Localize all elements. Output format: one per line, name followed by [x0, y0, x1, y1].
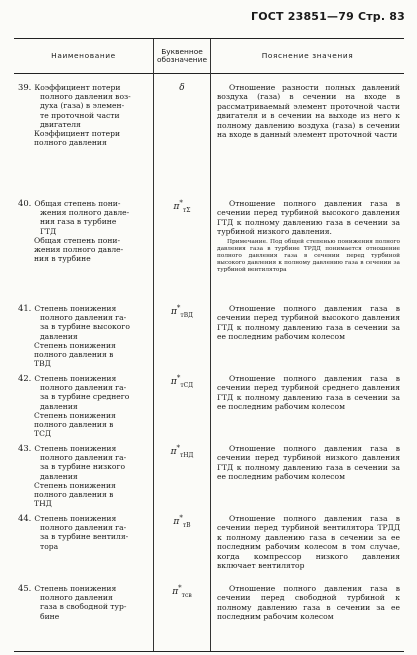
term-explanation: Отношение полного давления газа в сечении перед турбиной высокого давления ГТД к полному давлению газа в сечении за турбиной низкого давления. Примечание. Под общей степенью понижения полного давления газа в турбине ТРДД понимается отношение полного давления газа в сечении перед турбиной высокого давления к полному давлению газа в сечении за турбиной вентилятора	[217, 199, 400, 274]
term-short-name-line: Степень понижения	[34, 410, 116, 420]
column-header-explanation: Пояснение значения	[211, 39, 404, 74]
term-short-name-line: Коэффициент потери	[34, 129, 121, 139]
term-symbol: $\pi^*_{тНД}$	[170, 444, 194, 459]
term-name-line: ГТД	[40, 226, 57, 236]
term-name-line: полного давления га-	[40, 313, 127, 323]
term-name	[18, 514, 151, 551]
term-name-line: за в турбине высокого	[40, 322, 130, 332]
term-short-name-line: ния в турбине	[34, 254, 91, 264]
term-short-name-line: Степень понижения	[34, 340, 116, 350]
term-name	[18, 374, 151, 438]
term-short-name-line: ТСД	[34, 429, 52, 439]
term-name-line: 44. Степень понижения	[18, 513, 117, 523]
term-name-line: полного давления	[40, 593, 113, 603]
term-name-line: 40. Общая степень пони-	[18, 198, 121, 208]
term-explanation: Отношение полного давления газа в сечении перед турбиной высокого давления ГТД к полному давлению газа в сечении за ее последним рабочим колесом	[217, 304, 400, 342]
term-number: 40.	[18, 198, 32, 208]
term-number: 43.	[18, 443, 32, 453]
term-short-name-line: ТНД	[34, 499, 52, 509]
term-symbol: $\pi^*_{тсв}$	[172, 584, 192, 599]
term-name-line: полного давления га-	[40, 383, 127, 393]
term-short-name-line: ТВД	[34, 359, 51, 369]
term-symbol: $\pi^*_{тСД}$	[170, 374, 194, 389]
term-number: 42.	[18, 373, 32, 383]
term-name-line: жения полного давле-	[40, 208, 130, 218]
term-name-line: бине	[40, 611, 60, 621]
term-name-line: за в турбине среднего	[40, 392, 130, 402]
term-explanation: Отношение полного давления газа в сечении перед турбиной среднего давления ГТД к полному давлению газа в сечении за ее последним рабочим колесом	[217, 374, 400, 412]
term-short-name-line: полного давления в	[34, 350, 114, 360]
term-short-name-line: Общая степень пони-	[34, 235, 121, 245]
term-name-line: давления	[40, 471, 78, 481]
term-name-line: духа (газа) в элемен-	[40, 101, 125, 111]
term-short-name-line: полного давления в	[34, 420, 114, 430]
term-short-name-line: полного давления	[34, 138, 107, 148]
term-name-line: 45. Степень понижения	[18, 583, 117, 593]
term-name-line: тора	[40, 541, 59, 551]
column-header-symbol: Буквенное обозначение	[154, 39, 210, 74]
column-divider	[210, 39, 211, 651]
explanation-note: Примечание. Под общей степенью понижения полного давления газа в турбине ТРДД понимается отношение полного давления газа в сечении перед турбиной высокого давления к полному давлению газа в сечении за турбиной вентилятора	[217, 238, 400, 274]
term-number: 45.	[18, 583, 32, 593]
term-name-line: ния газа в турбине	[40, 217, 117, 227]
term-name-line: полного давления воз-	[40, 92, 131, 102]
term-name	[18, 304, 151, 368]
term-symbol: $\pi^*_{т\Sigma}$	[173, 199, 191, 214]
term-name-line: 41. Степень понижения	[18, 303, 117, 313]
term-symbol: $\pi^*_{тВД}$	[170, 304, 194, 319]
term-explanation: Отношение полного давления газа в сечении перед турбиной низкого давления ГТД к полному давлению газа в сечении за ее последним рабочим колесом	[217, 444, 400, 482]
term-name	[18, 584, 151, 621]
term-name-line: 39. Коэффициент потери	[18, 82, 121, 92]
term-name-line: за в турбине низкого	[40, 462, 126, 472]
term-name-line: те проточной части	[40, 110, 120, 120]
term-name-line: газа в свободной тур-	[40, 602, 127, 612]
term-name-line: давления	[40, 401, 78, 411]
term-number: 39.	[18, 82, 32, 92]
term-explanation: Отношение разности полных давлений воздуха (газа) в сечении на входе в рассматриваемый элемент проточной части двигателя и в сечении на выходе из него к полному давлению воздуха (газа) в сечении на входе в данный элемент проточной части	[217, 83, 400, 140]
term-name	[18, 444, 151, 508]
term-number: 41.	[18, 303, 32, 313]
term-name-line: 43. Степень понижения	[18, 443, 117, 453]
term-name-line: 42. Степень понижения	[18, 373, 117, 383]
column-header-name: Наименование	[14, 39, 153, 74]
term-name-line: давления	[40, 331, 78, 341]
term-short-name-line: Степень понижения	[34, 480, 116, 490]
terms-table	[14, 38, 404, 652]
term-short-name-line: полного давления в	[34, 490, 114, 500]
term-name-line: полного давления га-	[40, 453, 127, 463]
term-symbol: δ	[179, 83, 185, 93]
term-name-line: за в турбине вентиля-	[40, 532, 129, 542]
term-number: 44.	[18, 513, 32, 523]
term-name-line: двигателя	[40, 119, 81, 129]
term-name	[18, 83, 151, 147]
term-explanation: Отношение полного давления газа в сечении перед турбиной вентилятора ТРДД к полному давлению газа в сечении за ее последним рабочим колесом в том случае, когда компрессор низкого давления включает вентилятор	[217, 514, 400, 571]
term-explanation: Отношение полного давления газа в сечении перед свободной турбиной к полному давлению газа в сечении за ее последним рабочим колесом	[217, 584, 400, 622]
page-header: ГОСТ 23851—79 Стр. 83	[250, 10, 405, 23]
column-divider	[153, 39, 154, 651]
term-symbol: $\pi^*_{тВ}$	[173, 514, 191, 529]
term-name	[18, 199, 151, 263]
term-short-name-line: жения полного давле-	[34, 245, 124, 255]
term-name-line: полного давления га-	[40, 523, 127, 533]
